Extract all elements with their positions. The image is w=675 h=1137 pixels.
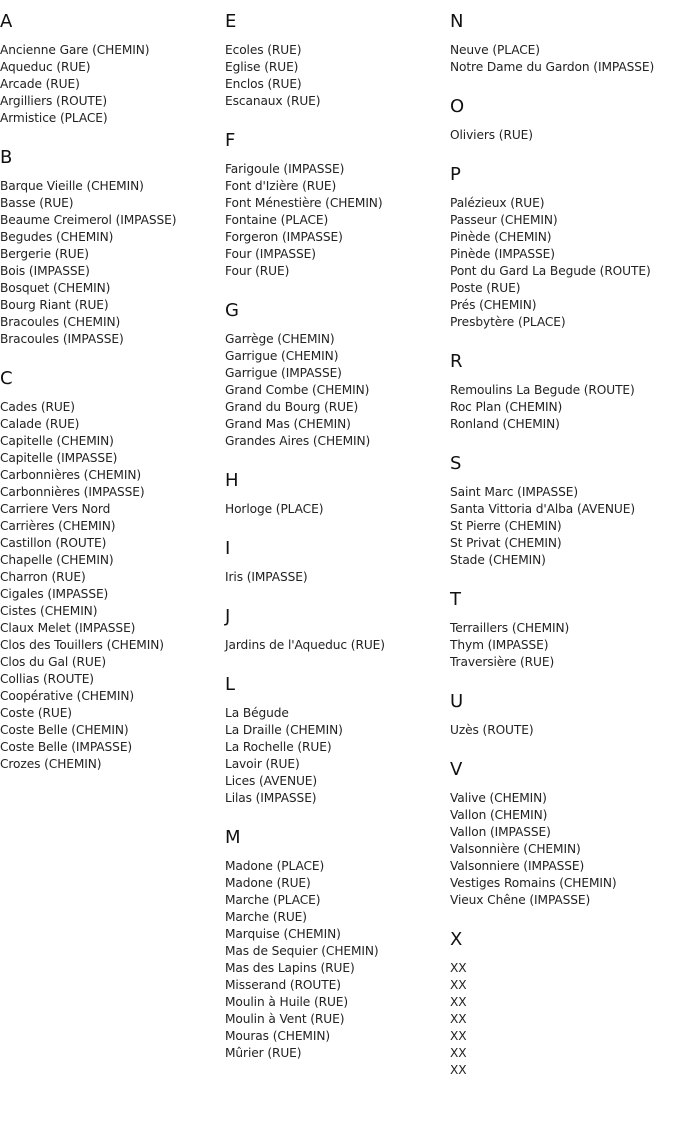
- street-name: Misserand (ROUTE): [225, 978, 341, 992]
- street-column-2: [225, 0, 450, 1082]
- letter-section: [225, 130, 450, 280]
- street-name: Claux Melet (IMPASSE): [0, 621, 136, 635]
- street-name: XX: [450, 995, 467, 1009]
- section-letter-heading: S: [450, 453, 462, 474]
- street-name: Capitelle (CHEMIN): [0, 434, 114, 448]
- street-name: Pinède (IMPASSE): [450, 247, 555, 261]
- street-name: Neuve (PLACE): [450, 43, 540, 57]
- street-name: Clos des Touillers (CHEMIN): [0, 638, 164, 652]
- street-column-1: [0, 0, 225, 793]
- street-name: Madone (RUE): [225, 876, 311, 890]
- street-name: Vallon (CHEMIN): [450, 808, 548, 822]
- street-name: Crozes (CHEMIN): [0, 757, 102, 771]
- letter-section: [450, 453, 675, 569]
- street-name: Mûrier (RUE): [225, 1046, 302, 1060]
- street-name: Collias (ROUTE): [0, 672, 94, 686]
- street-name: Horloge (PLACE): [225, 502, 324, 516]
- street-name: Forgeron (IMPASSE): [225, 230, 343, 244]
- street-name: Grand Combe (CHEMIN): [225, 383, 370, 397]
- street-name: Carbonnières (IMPASSE): [0, 485, 145, 499]
- street-name: Arcade (RUE): [0, 77, 80, 91]
- section-letter-heading: N: [450, 11, 464, 32]
- street-name: Argilliers (ROUTE): [0, 94, 107, 108]
- section-letter-heading: P: [450, 164, 461, 185]
- letter-section: [225, 606, 450, 654]
- street-name: Valsonniere (IMPASSE): [450, 859, 585, 873]
- street-list: [450, 484, 675, 569]
- section-letter-heading: L: [225, 674, 236, 695]
- street-name: Vestiges Romains (CHEMIN): [450, 876, 617, 890]
- street-name: La Draille (CHEMIN): [225, 723, 343, 737]
- street-name: Iris (IMPASSE): [225, 570, 308, 584]
- street-name: Lices (AVENUE): [225, 774, 318, 788]
- street-name: Aqueduc (RUE): [0, 60, 91, 74]
- section-letter-heading: V: [450, 759, 463, 780]
- street-name: Font Ménestière (CHEMIN): [225, 196, 383, 210]
- street-list: [450, 790, 675, 909]
- street-name: Valsonnière (CHEMIN): [450, 842, 581, 856]
- street-name: XX: [450, 978, 467, 992]
- street-name: Marche (RUE): [225, 910, 307, 924]
- street-name: Calade (RUE): [0, 417, 80, 431]
- letter-section: [0, 11, 225, 127]
- street-name: Escanaux (RUE): [225, 94, 321, 108]
- letter-section: [450, 11, 675, 76]
- street-list: [225, 501, 450, 518]
- street-name: Coste (RUE): [0, 706, 72, 720]
- street-name: Stade (CHEMIN): [450, 553, 546, 567]
- street-name: Marquise (CHEMIN): [225, 927, 341, 941]
- street-name: Bergerie (RUE): [0, 247, 89, 261]
- section-letter-heading: E: [225, 11, 237, 32]
- street-name: Begudes (CHEMIN): [0, 230, 114, 244]
- street-name: Farigoule (IMPASSE): [225, 162, 345, 176]
- street-name: St Privat (CHEMIN): [450, 536, 562, 550]
- street-name: Bois (IMPASSE): [0, 264, 90, 278]
- street-name: Notre Dame du Gardon (IMPASSE): [450, 60, 655, 74]
- street-list: [450, 620, 675, 671]
- street-name: Lavoir (RUE): [225, 757, 300, 771]
- street-list: [450, 42, 675, 76]
- street-name: Coste Belle (CHEMIN): [0, 723, 129, 737]
- street-name: Remoulins La Begude (ROUTE): [450, 383, 635, 397]
- street-name: Prés (CHEMIN): [450, 298, 537, 312]
- section-letter-heading: I: [225, 538, 231, 559]
- street-name: Barque Vieille (CHEMIN): [0, 179, 144, 193]
- street-name: Pinède (CHEMIN): [450, 230, 552, 244]
- street-name: Cistes (CHEMIN): [0, 604, 98, 618]
- street-name: Castillon (ROUTE): [0, 536, 107, 550]
- street-name: Pont du Gard La Begude (ROUTE): [450, 264, 651, 278]
- street-name: Carrières (CHEMIN): [0, 519, 116, 533]
- section-letter-heading: U: [450, 691, 464, 712]
- street-list: [225, 331, 450, 450]
- letter-section: [225, 538, 450, 586]
- street-list: [225, 637, 450, 654]
- street-name: XX: [450, 961, 467, 975]
- section-letter-heading: O: [450, 96, 465, 117]
- street-list: [450, 382, 675, 433]
- street-name: St Pierre (CHEMIN): [450, 519, 562, 533]
- street-name: XX: [450, 1012, 467, 1026]
- section-letter-heading: B: [0, 147, 13, 168]
- street-name: Jardins de l'Aqueduc (RUE): [225, 638, 385, 652]
- street-name: Bracoules (CHEMIN): [0, 315, 121, 329]
- section-letter-heading: H: [225, 470, 239, 491]
- street-name: Enclos (RUE): [225, 77, 302, 91]
- street-name: Passeur (CHEMIN): [450, 213, 558, 227]
- street-list: [225, 161, 450, 280]
- street-name: Bourg Riant (RUE): [0, 298, 109, 312]
- street-name: Moulin à Huile (RUE): [225, 995, 349, 1009]
- street-name: Saint Marc (IMPASSE): [450, 485, 578, 499]
- street-name: Mas de Sequier (CHEMIN): [225, 944, 379, 958]
- street-name: Moulin à Vent (RUE): [225, 1012, 345, 1026]
- street-name: XX: [450, 1029, 467, 1043]
- section-letter-heading: C: [0, 368, 13, 389]
- street-name: Fontaine (PLACE): [225, 213, 329, 227]
- street-name: Ecoles (RUE): [225, 43, 302, 57]
- street-name: Beaume Creimerol (IMPASSE): [0, 213, 177, 227]
- letter-section: [450, 929, 675, 1079]
- street-name: Presbytère (PLACE): [450, 315, 566, 329]
- section-letter-heading: R: [450, 351, 463, 372]
- street-name: La Rochelle (RUE): [225, 740, 332, 754]
- letter-section: [225, 827, 450, 1062]
- street-name: Cigales (IMPASSE): [0, 587, 109, 601]
- letter-section: [225, 470, 450, 518]
- letter-section: [450, 164, 675, 331]
- street-name: Mas des Lapins (RUE): [225, 961, 355, 975]
- section-letter-heading: F: [225, 130, 236, 151]
- street-name: Eglise (RUE): [225, 60, 299, 74]
- street-name: Garrigue (CHEMIN): [225, 349, 339, 363]
- street-name: Bosquet (CHEMIN): [0, 281, 111, 295]
- street-name: Cades (RUE): [0, 400, 75, 414]
- section-letter-heading: G: [225, 300, 239, 321]
- street-name: Traversière (RUE): [450, 655, 555, 669]
- letter-section: [225, 11, 450, 110]
- letter-section: [0, 368, 225, 773]
- street-name: Madone (PLACE): [225, 859, 325, 873]
- street-name: Four (IMPASSE): [225, 247, 316, 261]
- street-name: Terraillers (CHEMIN): [450, 621, 570, 635]
- section-letter-heading: T: [450, 589, 461, 610]
- street-column-3: [450, 0, 675, 1099]
- street-name: Ancienne Gare (CHEMIN): [0, 43, 150, 57]
- street-name: Marche (PLACE): [225, 893, 321, 907]
- street-list: [450, 195, 675, 331]
- street-list: [0, 42, 225, 127]
- letter-section: [450, 691, 675, 739]
- street-list: [225, 705, 450, 807]
- letter-section: [450, 351, 675, 433]
- letter-section: [450, 589, 675, 671]
- street-name: Garrigue (IMPASSE): [225, 366, 342, 380]
- section-letter-heading: M: [225, 827, 241, 848]
- letter-section: [225, 300, 450, 450]
- street-list: [450, 722, 675, 739]
- street-name: Bracoules (IMPASSE): [0, 332, 124, 346]
- street-name: Grand du Bourg (RUE): [225, 400, 359, 414]
- street-name: Font d'Izière (RUE): [225, 179, 337, 193]
- street-name: Garrège (CHEMIN): [225, 332, 335, 346]
- street-name: Uzès (ROUTE): [450, 723, 534, 737]
- street-name: Grand Mas (CHEMIN): [225, 417, 351, 431]
- street-list: [0, 399, 225, 773]
- section-letter-heading: X: [450, 929, 463, 950]
- street-name: Coste Belle (IMPASSE): [0, 740, 133, 754]
- street-name: Lilas (IMPASSE): [225, 791, 317, 805]
- street-name: Charron (RUE): [0, 570, 86, 584]
- letter-section: [450, 759, 675, 909]
- letter-section: [450, 96, 675, 144]
- street-name: Santa Vittoria d'Alba (AVENUE): [450, 502, 635, 516]
- street-name: Poste (RUE): [450, 281, 521, 295]
- letter-section: [0, 147, 225, 348]
- street-name: Coopérative (CHEMIN): [0, 689, 134, 703]
- letter-section: [225, 674, 450, 807]
- street-list: [225, 42, 450, 110]
- street-name: Oliviers (RUE): [450, 128, 533, 142]
- street-list: [450, 960, 675, 1079]
- street-name: Clos du Gal (RUE): [0, 655, 106, 669]
- street-name: Mouras (CHEMIN): [225, 1029, 331, 1043]
- street-name: Carbonnières (CHEMIN): [0, 468, 141, 482]
- street-list: [225, 569, 450, 586]
- street-name: Ronland (CHEMIN): [450, 417, 560, 431]
- street-name: Thym (IMPASSE): [450, 638, 549, 652]
- street-name: Carriere Vers Nord: [0, 502, 111, 516]
- street-name: Roc Plan (CHEMIN): [450, 400, 563, 414]
- street-name: Four (RUE): [225, 264, 290, 278]
- section-letter-heading: A: [0, 11, 13, 32]
- street-name: Vallon (IMPASSE): [450, 825, 551, 839]
- street-name: Chapelle (CHEMIN): [0, 553, 114, 567]
- street-name: Vieux Chêne (IMPASSE): [450, 893, 591, 907]
- street-name: Valive (CHEMIN): [450, 791, 547, 805]
- section-letter-heading: J: [225, 606, 231, 627]
- street-name: XX: [450, 1063, 467, 1077]
- street-name: Armistice (PLACE): [0, 111, 108, 125]
- street-name: Palézieux (RUE): [450, 196, 545, 210]
- street-list: [0, 178, 225, 348]
- street-name: Capitelle (IMPASSE): [0, 451, 118, 465]
- street-list: [450, 127, 675, 144]
- street-name: Grandes Aires (CHEMIN): [225, 434, 371, 448]
- street-name: Basse (RUE): [0, 196, 74, 210]
- street-name: XX: [450, 1046, 467, 1060]
- street-list: [225, 858, 450, 1062]
- street-name: La Bégude: [225, 706, 289, 720]
